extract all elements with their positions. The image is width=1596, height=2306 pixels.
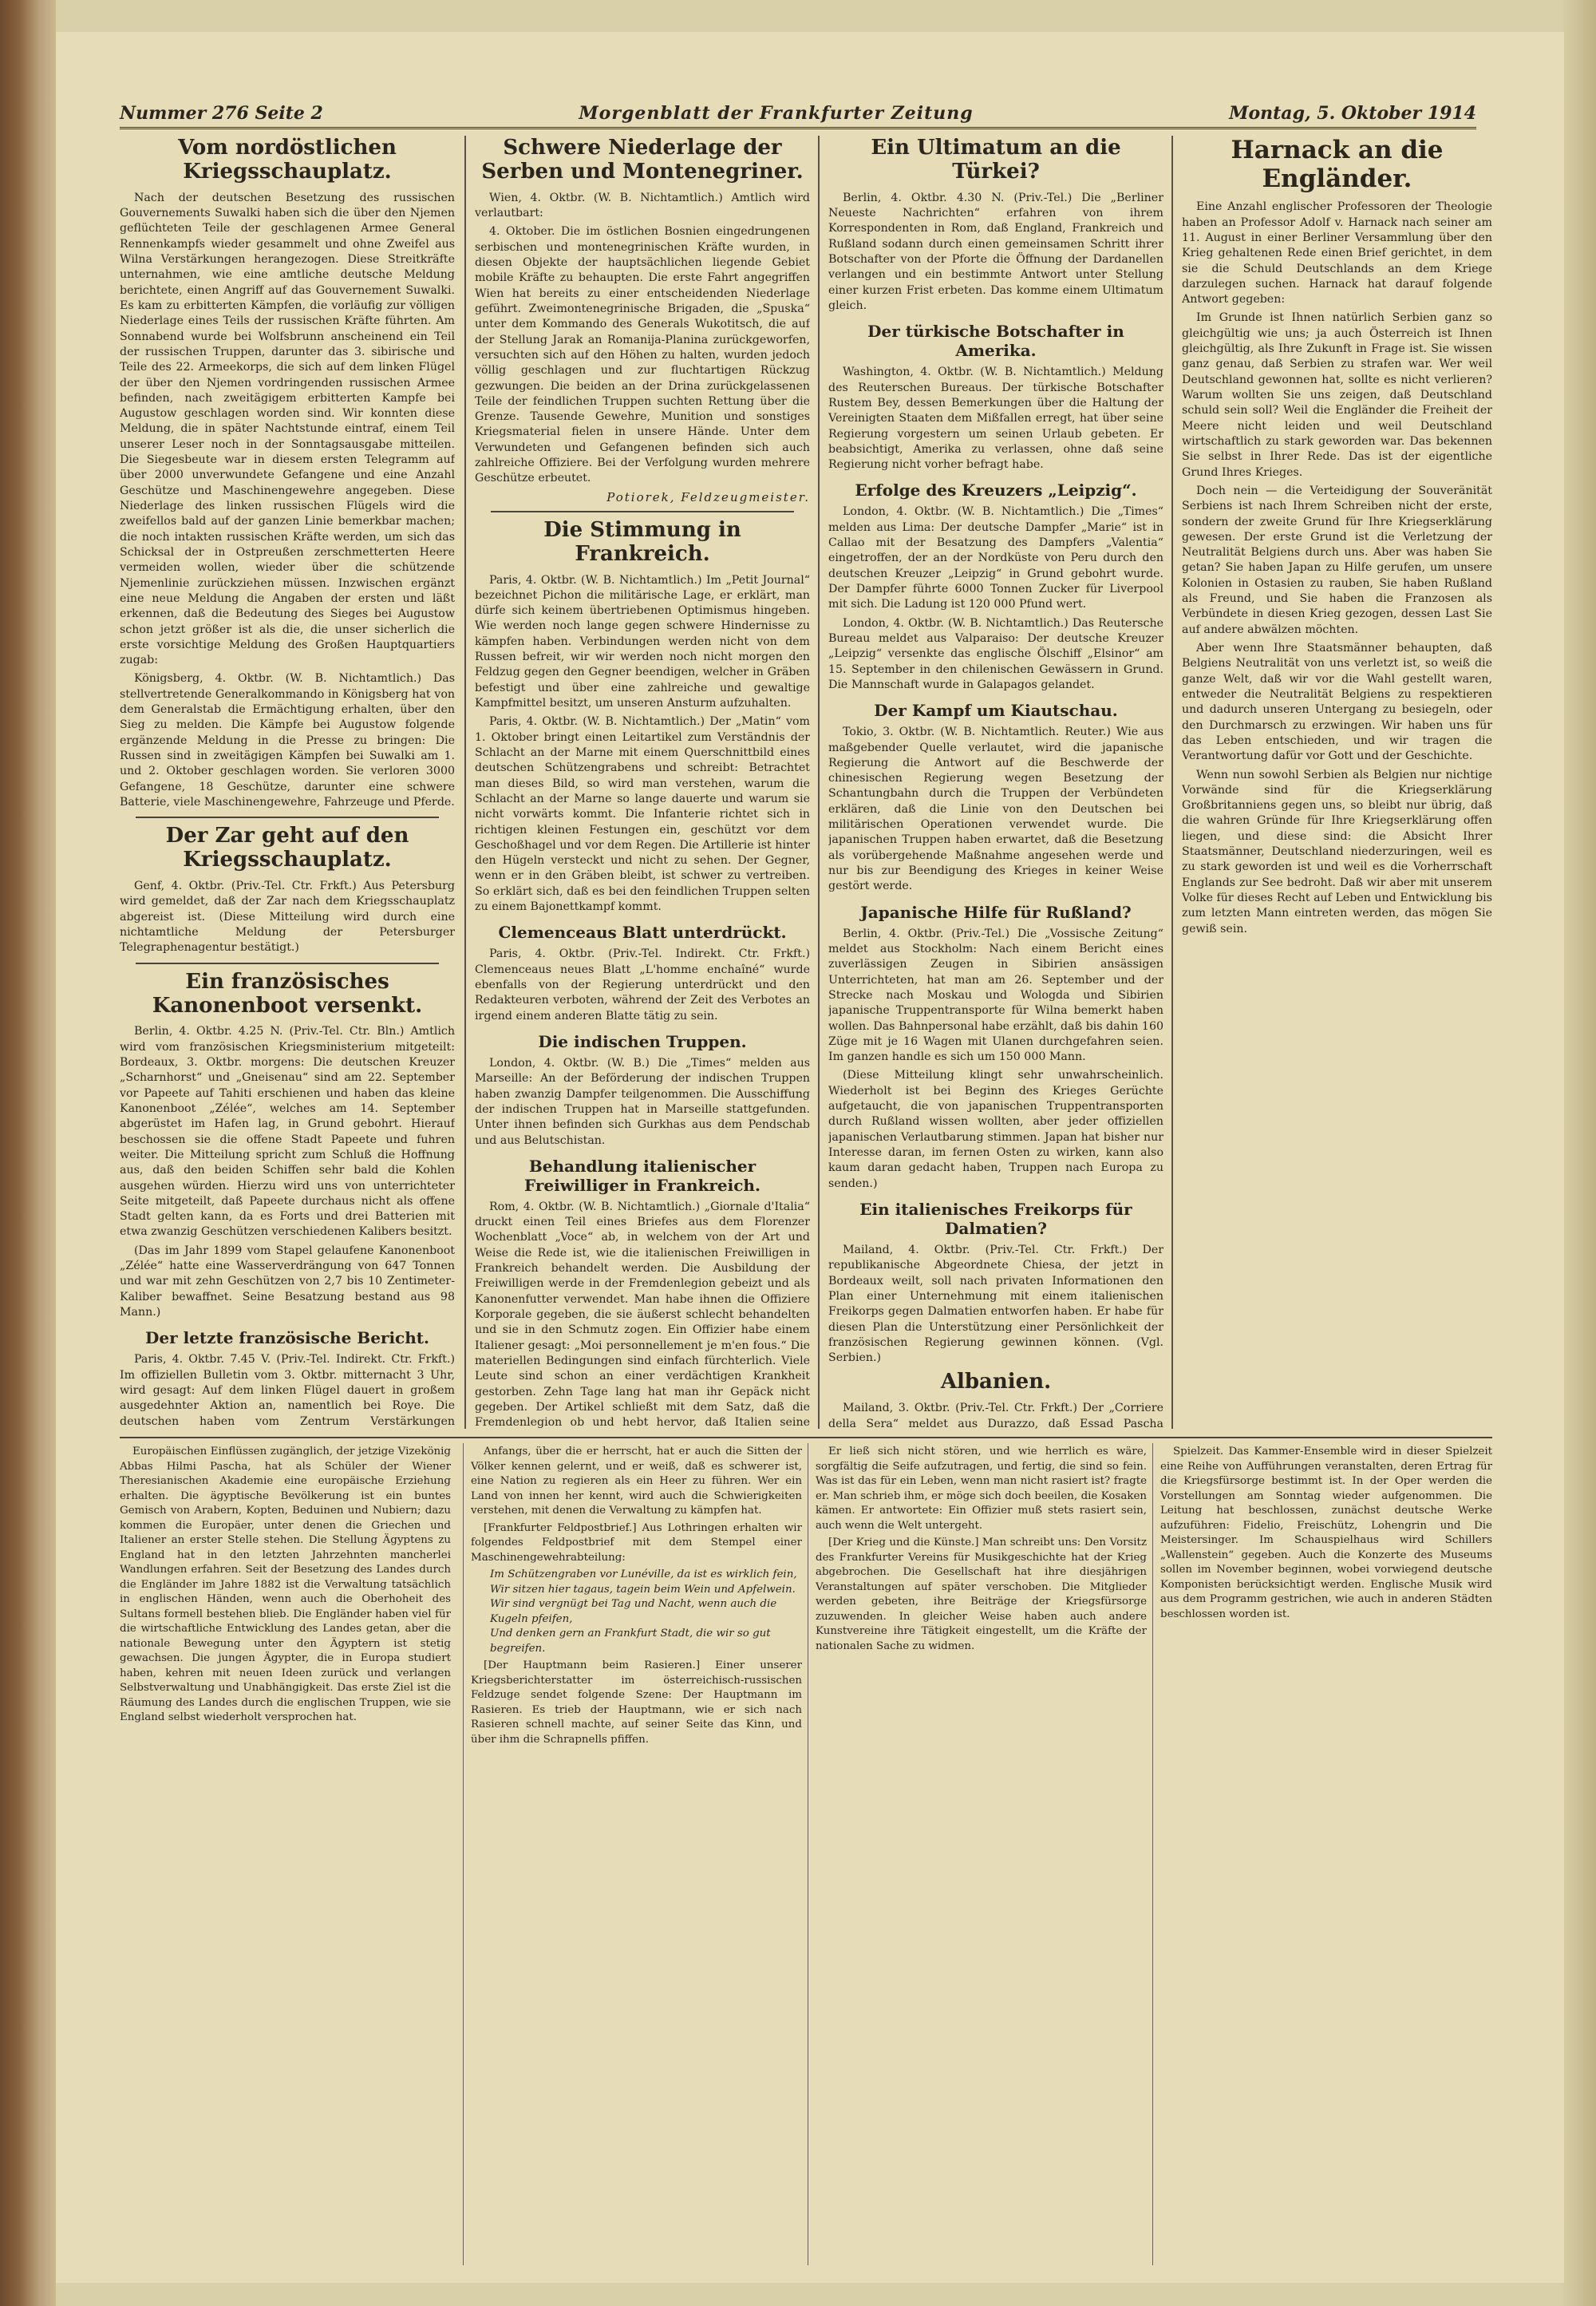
feuilleton-text: [Der Krieg und die Künste.] Man schreibt uns: Den Vorsitz des Frankfurter Vereins für Musikgeschichte hat der Krieg abgebrochen. Die Gesellschaft hat ihre diesjährigen Veranstaltungen auf später verschoben. Die Mitglieder werden gebeten, ihre Beiträge der Kriegsfürsorge zuzuwenden. In gleicher Weise haben auch andere Kunstvereine ihre Tätigkeit eingestellt, um die Kräfte der nationalen Sache zu widmen. [816, 1537, 1147, 1652]
feuilleton-text: [Frankfurter Feldpostbrief.] Aus Lothringen erhalten wir folgendes Feldpostbrief mit dem Stempel einer Maschinengewehrabteilung: [471, 1521, 802, 1564]
column-4 [1182, 132, 1492, 1429]
article-headline: Vom nordöstlichen Kriegsschauplatz. [178, 136, 397, 184]
article-subheadline: Clemenceaus Blatt unterdrückt. [498, 923, 787, 943]
article-subheadline: Ein italienisches Freikorps für Dalmatien? [859, 1199, 1132, 1238]
article-text: Wien, 4. Oktbr. (W. B. Nichtamtlich.) Amtlich wird verlautbart: [475, 191, 810, 220]
article-subheadline: Japanische Hilfe für Rußland? [860, 902, 1132, 922]
article-text: Mailand, 3. Oktbr. (Priv.-Tel. Ctr. Frkft.) Der „Corriere della Sera“ meldet aus Durazzo, daß Essad Pascha [828, 1402, 1163, 1429]
article-text: Doch nein — die Verteidigung der Souveränität Serbiens ist nach Ihrem Schreiben nicht der erste, sondern der zweite Grund für Ihre Kriegserklärung gewesen. Der erste Grund ist die Verletzung der Neutralität Belgiens durch uns. Aber was haben Sie getan? Sie haben Japan zu Hilfe gerufen, um unsere Kolonien in Ostasien zu rauben, Sie haben Rußland als Freund, und Sie haben die Franzosen als Verbündete in diesen Krieg gezogen, dessen Last Sie auf andere abwälzen möchten. [1182, 484, 1492, 636]
article-text: Wenn nun sowohl Serbien als Belgien nur nichtige Vorwände sind für die Kriegserklärung Großbritanniens gegen uns, so bleibt nur übrig, daß die wahren Gründe für Ihre Kriegserklärung offen liegen, und diese sind: die Absicht Ihrer Staatsmänner, Deutschland niederzuringen, weil es zu stark geworden ist und weil es die Vorherrschaft Englands zur See bedroht. Daß wir aber mit unserem Volke für dieses Recht auf Leben und Entwicklung bis zum letzten Mann eintreten werden, das mögen Sie gewiß sein. [1182, 768, 1492, 935]
book-spine-edge [0, 0, 56, 2306]
article-headline: Harnack an die Engländer. [1231, 136, 1444, 193]
page-header [120, 100, 1476, 129]
article-headline: Ein französisches Kanonenboot versenkt. [152, 969, 423, 1018]
article-subheadline: Der letzte französische Bericht. [145, 1328, 429, 1348]
feuilleton-column-2 [471, 1445, 802, 2267]
feuilleton-verse: Im Schützengraben vor Lunéville, da ist es wirklich fein, Wir sitzen hier tagaus, tagein beim Wein und Apfelwein. Wir sind vergnügt bei Tag und Nacht, wenn auch die Kugeln pfeifen, Und denken gern an Frankfurt Stadt, die wir so gut begreifen. [490, 1568, 797, 1655]
article-signature: Potiorek, Feldzeugmeister. [606, 489, 810, 504]
feuilleton-column-4 [1160, 1445, 1492, 2267]
article-headline: Die Stimmung in Frankreich. [543, 517, 741, 566]
article-text: Eine Anzahl englischer Professoren der Theologie haben an Professor Adolf v. Harnack nach seiner am 11. August in einer Berliner Versammlung über den Krieg gehaltenen Rede einen Brief gerichtet, in dem sie die Schuld Deutschlands an dem Kriege darzulegen suchen. Harnack hat darauf folgende Antwort gegeben: [1182, 200, 1492, 307]
article-subheadline: Erfolge des Kreuzers „Leipzig“. [855, 481, 1137, 500]
article-text: (Diese Mitteilung klingt sehr unwahrscheinlich. Wiederholt ist bei Beginn des Krieges Gerüchte aufgetaucht, die von japanischen Truppentransporten durch Rußland wissen wollten, aber jeder offiziellen japanischen Verlautbarung stimmen. Japan hat bisher nur Interesse daran, im fernen Osten zu wirken, kann also kaum daran gedacht haben, Truppen nach Europa zu senden.) [828, 1069, 1163, 1190]
article-text: Genf, 4. Oktbr. (Priv.-Tel. Ctr. Frkft.) Aus Petersburg wird gemeldet, daß der Zar nach dem Kriegsschauplatz abgereist ist. (Diese Mitteilung wird durch eine nichtamtliche Meldung der Petersburger Telegraphenagentur bestätigt.) [120, 880, 455, 955]
article-text: Berlin, 4. Oktbr. (Priv.-Tel.) Die „Vossische Zeitung“ meldet aus Stockholm: Nach einem Bericht eines zuverlässigen Zeugen in Sibirien ansässigen Unterrichteten, hat man am 26. September und der Strecke nach Moskau und Wologda und Sibirien japanische Truppentransporte für Wilna bemerkt haben wollen. Das Bahnpersonal habe erzählt, daß bis dahin 160 Züge mit je 16 Wagen mit Ulanen durchgefahren seien. Im ganzen handle es sich um 150 000 Mann. [828, 927, 1163, 1064]
section-rule [136, 963, 439, 964]
feuilleton-text: Spielzeit. Das Kammer-Ensemble wird in dieser Spielzeit eine Reihe von Aufführungen veranstalten, deren Ertrag für die Kriegsfürsorge bestimmt ist. In der Oper werden die Vorstellungen am Sonntag wieder aufgenommen. Die Leitung hat beschlossen, zunächst deutsche Werke aufzuführen: Fidelio, Freischütz, Lohengrin und Die Meistersinger. Im Schauspielhaus wird Schillers „Wallenstein“ gegeben. Auch die Konzerte des Museums sollen im November beginnen, wobei vorwiegend deutsche Komponisten berücksichtigt werden. Englische Musik wird aus dem Programm gestrichen, wie auch in anderen Städten beschlossen worden ist. [1160, 1446, 1492, 1620]
column-2 [475, 132, 810, 1429]
article-headline: Schwere Niederlage der Serben und Montenegriner. [481, 136, 804, 184]
article-text: Paris, 4. Oktbr. (W. B. Nichtamtlich.) Im „Petit Journal“ bezeichnet Pichon die militärische Lage, er erklärt, man dürfe sich keinem übertriebenen Optimismus hingeben. Wie werden noch lange gegen schwere Hindernisse zu kämpfen haben. Verbindungen werden nicht von dem Russen befreit, wir wir werden noch nicht morgen den Feldzug gegen den Gegner beendigen, welcher in Gräben befestigt und über eine zahlreiche und gewaltige Kampfmittel besitzt, um unseren Ansturm aufzuhalten. [475, 573, 810, 710]
article-text: London, 4. Oktbr. (W. B. Nichtamtlich.) Die „Times“ melden aus Lima: Der deutsche Dampfer „Marie“ ist in Callao mit der Besatzung des Dampfers „Valentia“ eingetroffen, der an der Nordküste von Peru durch den deutschen Kreuzer „Leipzig“ in Grund gebohrt wurde. Der Dampfer führte 6000 Tonnen Zucker für Liverpool mit sich. Die Ladung ist 120 000 Pfund wert. [828, 505, 1163, 611]
article-text: Königsberg, 4. Oktbr. (W. B. Nichtamtlich.) Das stellvertretende Generalkommando in Königsberg hat von dem Generalstab die Ermächtigung erhalten, über den Sieg zu melden. Die Kämpfe bei Augustow folgende ergänzende Meldung in die Presse zu bringen: Die Russen sind in zweitägigen Kämpfen bei Suwalki am 1. und 2. Oktober geschlagen worden. Sie verloren 3000 Gefangene, 18 Geschütze, darunter eine schwere Batterie, viele Maschinengewehre, Fahrzeuge und Pferde. [120, 672, 455, 809]
newspaper-name: Morgenblatt der Frankfurter Zeitung [579, 103, 974, 124]
page-right-edge [1560, 0, 1596, 2306]
article-subheadline: Die indischen Truppen. [538, 1031, 747, 1051]
feuilleton-column-3 [816, 1445, 1147, 2267]
feuilleton-text: Er ließ sich nicht stören, und wie herrlich es wäre, sorgfältig die Seife aufzutragen, und fertig, die sind so fein. Was ist das für ein Leben, wenn man nicht rasiert ist? fragte er. Man schrieb ihm, er möge sich doch beeilen, die Kosaken kämen. Er antwortete: Ein Offizier muß stets rasiert sein, auch wenn die Welt untergeht. [816, 1446, 1147, 1532]
article-headline: Ein Ultimatum an die Türkei? [871, 136, 1121, 184]
feuilleton-text: Anfangs, über die er herrscht, hat er auch die Sitten der Völker kennen gelernt, und er weiß, daß es schwerer ist, eine Nation zu regieren als ein Heer zu führen. Wer ein Land von innen her kennt, wird auch die Schwierigkeiten verstehen, mit denen die Verwaltung zu kämpfen hat. [471, 1446, 802, 1517]
article-headline: Der Zar geht auf den Kriegsschauplatz. [165, 824, 409, 872]
news-section [120, 132, 1492, 1429]
column-3 [828, 132, 1163, 1429]
feuilleton-section [120, 1437, 1492, 2268]
article-text: Aber wenn Ihre Staatsmänner behaupten, daß Belgiens Neutralität von uns verletzt ist, so weiß die ganze Welt, daß wir vor die Wahl gestellt waren, entweder die Neutralität Belgiens zu respektieren und dadurch unseren Untergang zu besiegeln, oder den Durchmarsch zu erzwingen. Wir haben uns für das Leben entschieden, und wir tragen die Verantwortung dafür vor Gott und der Geschichte. [1182, 642, 1492, 763]
article-text: (Das im Jahr 1899 vom Stapel gelaufene Kanonenboot „Zélée“ hatte eine Wasserverdrängung von 647 Tonnen und war mit zehn Geschützen von 2,7 bis 10 Zentimeter-Kaliber bewaffnet. Seine Besatzung bestand aus 98 Mann.) [120, 1244, 455, 1319]
article-text: Rom, 4. Oktbr. (W. B. Nichtamtlich.) „Giornale d'Italia“ druckt einen Teil eines Briefes aus dem Florenzer Wochenblatt „Voce“ ab, in welchem von der Art und Weise die Rede ist, wie die italienischen Freiwilligen in Frankreich behandelt werden. Die Ausbildung der Freiwilligen werde in der Fremdenlegion gebeizt und als Kanonenfutter verwendet. Man habe ihnen die Offiziere Korporale gegeben, die sie äußerst schlecht behandelten und sie in den Schmutz zogen. Ein Offizier habe einem Italiener gesagt: „Moi personnellement je m'en fous.“ Die materiellen Bedingungen sind einfach fürchterlich. Viele Leute sind schon an einer verdächtigen Krankheit gestorben. Zehn Tage lang hat man ihr Gepäck nicht gegeben. Der Artikel schließt mit dem Satz, daß die Fremdenlegion ob und hebt hervor, daß Italien seine [475, 1200, 810, 1429]
article-headline: Albanien. [940, 1370, 1052, 1394]
article-subheadline: Der Kampf um Kiautschau. [874, 701, 1118, 721]
article-text: Nach der deutschen Besetzung des russischen Gouvernements Suwalki haben sich die über den Njemen geflüchteten Teile der geschlagenen Armee General Rennenkampfs wieder gesammelt und ohne Zweifel aus Wilna Verstärkungen herangezogen. Diese Streitkräfte unternahmen, wie eine amtliche deutsche Meldung berichtete, einen Angriff auf das Gouvernement Suwalki. Es kam zu erbitterten Kämpfen, die vorläufig zur völligen Niederlage eines Teils der russischen Kräfte führten. Am Sonnabend wurde bei Wolfsbrunn anscheinend ein Teil der russischen Truppen, darunter das 3. sibirische und Teile des 22. Armeekorps, die sich auf dem linken Flügel der über den Njemen vordringenden russischen Armee befinden, nach zweitägigem erbitterten Kampfe bei Augustow geschlagen worden sind. Wir konnten diese Meldung, die in später Nachtstunde eintraf, einem Teil unserer Leser noch in der Sonntagsausgabe mitteilen. Die Siegesbeute war in diesem ersten Telegramm auf über 2000 unverwundete Gefangene und eine Anzahl Geschütze und Maschinengewehre angegeben. Diese Niederlage des linken russischen Flügels wird die zweifellos bald auf der ganzen Linie bemerkbar machen; die noch intakten russischen Kräfte werden, um sich das Schicksal der in Ostpreußen zerschmetterten Heere vermeiden wollen, wieder über die schützende Njemenlinie zurückziehen müssen. Inzwischen ergänzt eine neue Meldung die Angaben der ersten und läßt erkennen, daß die Bedeutung des Sieges bei Augustow schon jetzt größer ist als die, die unser sicherlich die erste vorsichtige Meldung des Großen Hauptquartiers zugab: [120, 191, 455, 667]
section-rule [491, 511, 794, 512]
article-text: Mailand, 4. Oktbr. (Priv.-Tel. Ctr. Frkft.) Der republikanische Abgeordnete Chiesa, der jetzt in Bordeaux weilt, soll nach privaten Informationen den Plan einer Unternehmung mit einem italienischen Freikorps gegen Dalmatien entworfen haben. Er habe für diesen Plan die Unterstützung einer Persönlichkeit der französischen Regierung gewinnen können. (Vgl. Serbien.) [828, 1243, 1163, 1365]
column-1 [120, 132, 455, 1429]
feuilleton-text: [Der Hauptmann beim Rasieren.] Einer unserer Kriegsberichterstatter im österreichisch-russischen Feldzuge sendet folgende Szene: Der Hauptmann im Rasieren. Es trieb der Hauptmann, wie er sich nach Rasieren schnell machte, auf seiner Seite das Kinn, und über ihm die Schrapnells pfiffen. [471, 1659, 802, 1746]
issue-number: Nummer 276 Seite 2 [120, 103, 323, 124]
article-text: London, 4. Oktbr. (W. B.) Die „Times“ melden aus Marseille: An der Beförderung der indischen Truppen haben zwanzig Dampfer teilgenommen. Die Ausschiffung der indischen Truppen hat in Marseille stattgefunden. Unter ihnen befinden sich Gurkhas aus dem Pendschab und aus Belutschistan. [475, 1056, 810, 1147]
feuilleton-column-1 [120, 1445, 451, 2267]
article-text: 4. Oktober. Die im östlichen Bosnien eingedrungenen serbischen und montenegrinischen Kräfte wurden, in diesen Objekte der hauptsächlichen liegende Gebiet mobile Kräfte zu behaupten. Die erste Fahrt angegriffen Wien hat bereits zu einer entscheidenden Niederlage geführt. Zweimontenegrinische Brigaden, die „Spuska“ unter dem Kommando des Generals Wukotitsch, die auf der Stellung Jarak an Romanija-Planina zurückgeworfen, versuchten sich auf den Höhen zu halten, wurden jedoch völlig geschlagen und zur fluchtartigen Rückzug gezwungen. Die beiden an der Drina zurückgelassenen Teile der feindlichen Truppen suchten Rettung über die Grenze. Tausende Gewehre, Munition und sonstiges Kriegsmaterial fielen in unsere Hände. Unter dem Verwundeten und Gefangenen befinden sich auch zahlreiche Offiziere. Bei der Verfolgung wurden mehrere Geschütze erbeutet. [475, 225, 810, 485]
article-subheadline: Der türkische Botschafter in Amerika. [867, 322, 1124, 361]
article-text: Berlin, 4. Oktbr. 4.30 N. (Priv.-Tel.) Die „Berliner Neueste Nachrichten“ erfahren von ihrem Korrespondenten in Rom, daß England, Frankreich und Rußland sodann durch einen gemeinsamen Schritt ihrer Botschafter von der Pforte die Öffnung der Dardanellen verlangen und ein bestimmte Antwort unter Stellung einer kurzen Frist erbeten. Das komme einem Ultimatum gleich. [828, 191, 1163, 312]
article-text: Paris, 4. Oktbr. (Priv.-Tel. Indirekt. Ctr. Frkft.) Clemenceaus neues Blatt „L'homme enchaîné“ wurde ebenfalls von der Regierung unterdrückt und den Redakteuren verboten, während der Zeit des Verbotes an irgend einem anderen Blatte tätig zu sein. [475, 947, 810, 1022]
article-text: Berlin, 4. Oktbr. 4.25 N. (Priv.-Tel. Ctr. Bln.) Amtlich wird vom französischen Kriegsministerium mitgeteilt: Bordeaux, 3. Oktbr. morgens: Die deutschen Kreuzer „Scharnhorst“ und „Gneisenau“ sind am 22. September vor Papeete auf Tahiti erschienen und haben das kleine Kanonenboot „Zélée“, welches am 14. September abgerüstet im Hafen lag, in Grund gebohrt. Hierauf beschossen sie die offene Stadt Papeete und fuhren weiter. Die Mitteilung spricht zum Schluß die Hoffnung aus, daß den beiden Schiffen sehr bald die Kohlen ausgehen würden. Hierzu wird uns von unterrichteter Seite mitgeteilt, daß Papeete durchaus nicht als offene Stadt gelten kann, da es Forts und drei Batterien mit etwa zwanzig Geschützen verschiedenen Kalibers besitzt. [120, 1025, 455, 1239]
article-text: Washington, 4. Oktbr. (W. B. Nichtamtlich.) Meldung des Reuterschen Bureaus. Der türkische Botschafter Rustem Bey, dessen Bemerkungen über die Haltung der Vereinigten Staaten dem Mißfallen erregt, hat über seine Regierung vorgestern um seinen Urlaub gebeten. Er beabsichtigt, Amerika zu verlassen, ohne daß seine Regierung nicht vorher befragt habe. [828, 366, 1163, 472]
article-text: Tokio, 3. Oktbr. (W. B. Nichtamtlich. Reuter.) Wie aus maßgebender Quelle verlautet, wird die japanische Regierung die Antwort auf die Beschwerde der chinesischen Regierung wegen Besetzung der Schantungbahn durch die Truppen der Verbündeten erklären, daß die Linie von den Deutschen bei militärischen Operationen verwendet wurde. Die japanischen Truppen haben erwartet, daß die Besetzung als vorübergehende Maßnahme angesehen werde und nur bis zur Beendigung des Krieges in keiner Weise gestört werde. [828, 726, 1163, 893]
feuilleton-text: Europäischen Einflüssen zugänglich, der jetzige Vizekönig Abbas Hilmi Pascha, hat als Schüler der Wiener Theresianischen Akademie eine europäische Erziehung erhalten. Die ägyptische Bevölkerung ist ein buntes Gemisch von Arabern, Kopten, Beduinen und Nubiern; dazu kommen die Europäer, unter denen die Griechen und Italiener an erster Stelle stehen. Die Stellung Ägyptens zu England hat in den letzten Jahrzehnten mancherlei Wandlungen erfahren. Seit der Besetzung des Landes durch die Engländer im Jahre 1882 ist die Verwaltung tatsächlich in englischen Händen, wenn auch die Oberhoheit des Sultans formell bestehen blieb. Die Engländer haben viel für die wirtschaftliche Entwicklung des Landes getan, aber die nationale Bewegung unter den Ägyptern ist stetig gewachsen. Die jungen Ägypter, die in Europa studiert haben, kehren mit neuen Ideen zurück und verlangen Selbstverwaltung und Unabhängigkeit. Das erste Ziel ist die Räumung des Landes durch die englischen Truppen, wie sie England selbst wiederholt versprochen hat. [120, 1446, 451, 1723]
issue-date: Montag, 5. Oktober 1914 [1229, 103, 1476, 124]
article-text: London, 4. Oktbr. (W. B. Nichtamtlich.) Das Reutersche Bureau meldet aus Valparaiso: Der deutsche Kreuzer „Leipzig“ versenkte das englische Ölschiff „Elsinor“ am 15. September in den chilenischen Gewässern in Grund. Die Mannschaft wurde in Galapagos gelandet. [828, 616, 1163, 691]
section-rule [136, 817, 439, 818]
article-text: Paris, 4. Oktbr. (W. B. Nichtamtlich.) Der „Matin“ vom 1. Oktober bringt einen Leitartikel zum Verständnis der Schlacht an der Marne mit einem Querschnittbild eines deutschen Schützengrabens und schreibt: Betrachtet man dieses Bild, so wird man verstehen, warum die Schlacht an der Marne so lange dauerte und warum sie nicht vorwärts kommt. Die Infanterie richtet sich in richtigen kleinen Festungen ein, geschützt vor dem Geschoßhagel und vor dem Regen. Die Artillerie ist hinter den Hügeln versteckt und nicht zu sehen. Der Gegner, wenn er in den Gräben bleibt, ist schwer zu vertreiben. So erklärt sich, daß es bei den feindlichen Truppen selten zu einem Bajonettkampf kommt. [475, 715, 810, 914]
article-text: Paris, 4. Oktbr. 7.45 V. (Priv.-Tel. Indirekt. Ctr. Frkft.) Im offiziellen Bulletin vom 3. Oktbr. mitternacht 3 Uhr, wird gesagt: Auf dem linken Flügel dauert in großem ausgedehnter Aktion an, namentlich bei Roye. Die deutschen haben vom Zentrum Verstärkungen [120, 1353, 455, 1428]
article-text: Im Grunde ist Ihnen natürlich Serbien ganz so gleichgültig wie uns; ja auch Österreich ist Ihnen gleichgültig, als Ihre Zukunft in Frage ist. Sie wissen ganz genau, daß Serbien zu strafen war. Wer weil Deutschland gewonnen hat, sollte es nicht verlieren? Warum wollten Sie uns zeigen, daß Deutschland schuld sein soll? Weil die Engländer die Freiheit der Meere nicht leiden und weil Deutschland wirtschaftlich zu stark geworden war. Das bekennen Sie selbst in Ihrer Rede. Das ist der eigentliche Grund Ihres Krieges. [1182, 311, 1492, 479]
article-subheadline: Behandlung italienischer Freiwilliger in Frankreich. [524, 1156, 760, 1195]
